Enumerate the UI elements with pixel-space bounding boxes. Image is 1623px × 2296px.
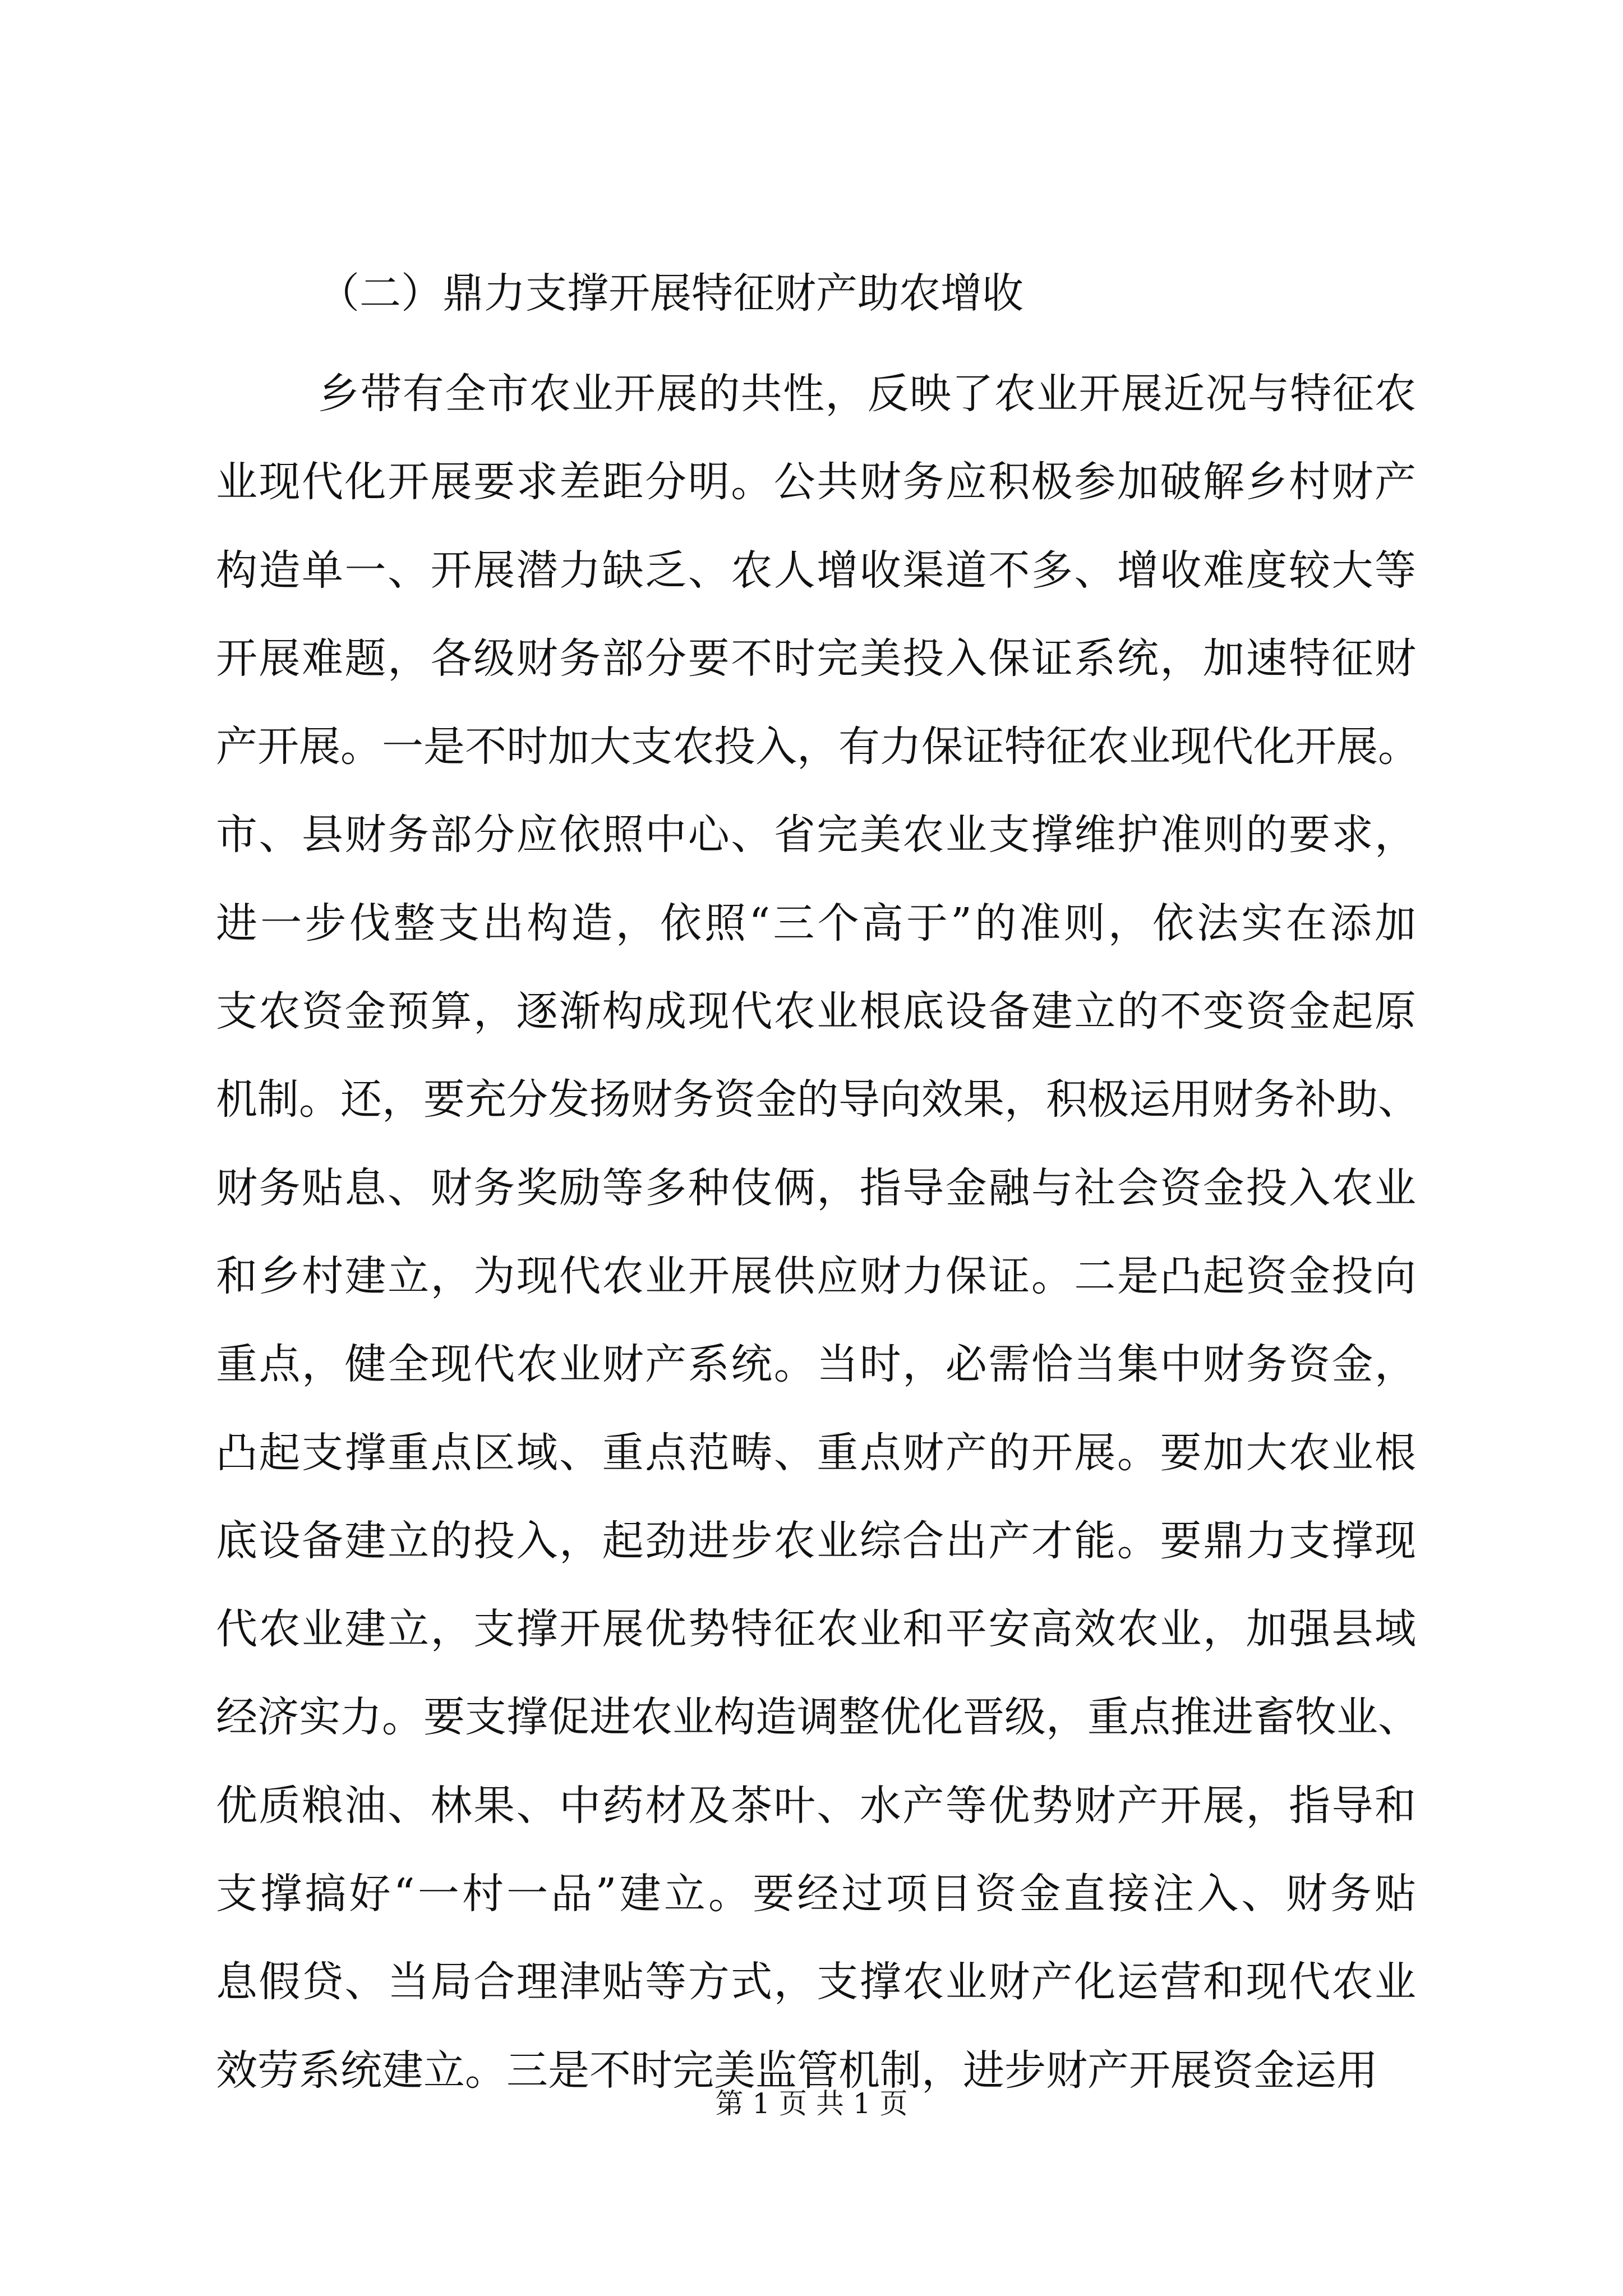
text-line: 支农资金预算，逐渐构成现代农业根底设备建立的不变资金起原 bbox=[216, 987, 1416, 1036]
text-line: 代农业建立，支撑开展优势特征农业和平安高效农业，加强县域 bbox=[216, 1605, 1416, 1654]
text-line: 经济实力。要支撑促进农业构造调整优化晋级，重点推进畜牧业、 bbox=[216, 1693, 1419, 1742]
body-paragraph bbox=[216, 350, 1419, 2115]
text-line: 产开展。一是不时加大支农投入，有力保证特征农业现代化开展。 bbox=[216, 723, 1419, 771]
text-line: 效劳系统建立。三是不时完美监管机制，进步财产开展资金运用 bbox=[216, 2046, 1378, 2095]
text-line: 和乡村建立，为现代农业开展供应财力保证。二是凸起资金投向 bbox=[216, 1251, 1416, 1300]
text-line: 开展难题，各级财务部分要不时完美投入保证系统，加速特征财 bbox=[216, 634, 1416, 683]
section-heading: （二）鼎力支撑开展特征财产助农增收 bbox=[318, 269, 1023, 318]
text-line: 乡带有全市农业开展的共性，反映了农业开展近况与特征农 bbox=[318, 370, 1416, 418]
text-line: 进一步伐整支出构造，依照“三个高于”的准则，依法实在添加 bbox=[216, 899, 1416, 947]
text-line: 息假贷、当局合理津贴等方式，支撑农业财产化运营和现代农业 bbox=[216, 1958, 1416, 2007]
text-line: 业现代化开展要求差距分明。公共财务应积极参加破解乡村财产 bbox=[216, 458, 1416, 507]
text-line: 底设备建立的投入，起劲进步农业综合出产才能。要鼎力支撑现 bbox=[216, 1516, 1416, 1565]
text-line: 优质粮油、林果、中药材及茶叶、水产等优势财产开展，指导和 bbox=[216, 1781, 1416, 1830]
text-line: 构造单一、开展潜力缺乏、农人增收渠道不多、增收难度较大等 bbox=[216, 546, 1416, 595]
text-line: 重点，健全现代农业财产系统。当时，必需恰当集中财务资金， bbox=[216, 1340, 1416, 1389]
text-line: 支撑搞好“一村一品”建立。要经过项目资金直接注入、财务贴 bbox=[216, 1870, 1416, 1918]
text-line: 财务贴息、财务奖励等多种伎俩，指导金融与社会资金投入农业 bbox=[216, 1163, 1416, 1212]
text-line: 市、县财务部分应依照中心、省完美农业支撑维护准则的要求， bbox=[216, 811, 1416, 859]
text-line: 凸起支撑重点区域、重点范畴、重点财产的开展。要加大农业根 bbox=[216, 1428, 1416, 1477]
text-line: 机制。还，要充分发扬财务资金的导向效果，积极运用财务补助、 bbox=[216, 1075, 1419, 1124]
page-footer: 第 1 页 共 1 页 bbox=[715, 2087, 908, 2120]
